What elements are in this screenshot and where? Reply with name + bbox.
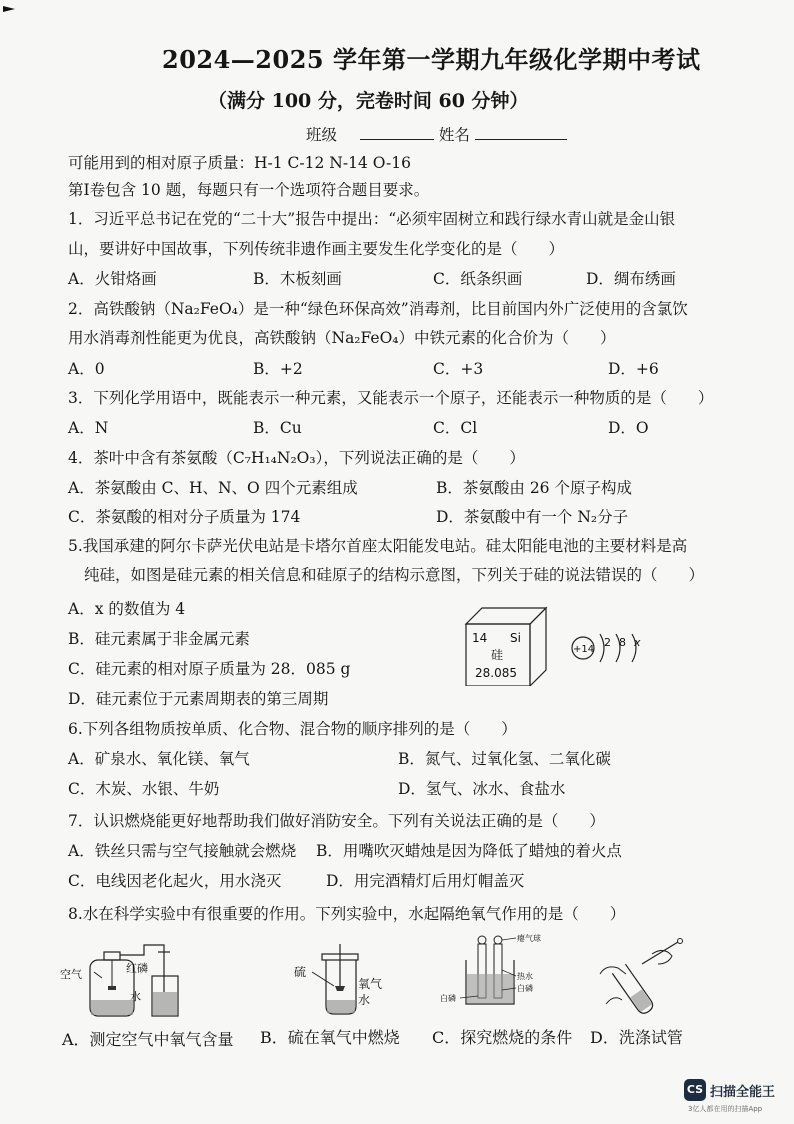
atom-shell-2: 8 bbox=[619, 636, 626, 649]
q1-line2: 山，要讲好中国故事，下列传统非遗作画主要发生化学变化的是（ ） bbox=[68, 240, 565, 258]
atom-nucleus: +14 bbox=[573, 644, 595, 655]
q5-option-a[interactable]: A．x 的数值为 4 bbox=[68, 600, 186, 618]
q5-option-c[interactable]: C．硅元素的相对原子质量为 28．085 g bbox=[68, 660, 351, 678]
q3-option-b[interactable]: B．Cu bbox=[253, 419, 302, 437]
scan-corner-mark bbox=[3, 6, 15, 12]
q1-option-c[interactable]: C．纸条织画 bbox=[433, 270, 523, 288]
q2-line1: 2．高铁酸钠（Na₂FeO₄）是一种“绿色环保高效”消毒剂，比目前国内外广泛使用的含氯饮 bbox=[68, 300, 688, 318]
exam-title: 2024—2025 学年第一学期九年级化学期中考试 bbox=[162, 45, 701, 74]
atomic-masses: 可能用到的相对原子质量：H-1 C-12 N-14 O-16 bbox=[68, 154, 411, 172]
figure-b-sulfur-oxygen bbox=[288, 942, 388, 1022]
q4-option-b[interactable]: B．茶氨酸由 26 个原子构成 bbox=[436, 479, 632, 497]
element-mass: 28.085 bbox=[475, 666, 517, 680]
q1-option-a[interactable]: A．火钳烙画 bbox=[68, 270, 157, 288]
fig-a-red-phosphorus-label: 红磷 bbox=[126, 962, 148, 975]
q7-option-a[interactable]: A．铁丝只需与空气接触就会燃烧 bbox=[68, 842, 297, 860]
q2-option-d[interactable]: D．+6 bbox=[608, 360, 659, 378]
atom-shell-3: x bbox=[634, 636, 641, 649]
exam-subtitle: （满分 100 分，完卷时间 60 分钟） bbox=[208, 90, 529, 112]
q4-option-a[interactable]: A．茶氨酸由 C、H、N、O 四个元素组成 bbox=[68, 479, 358, 497]
q2-line2: 用水消毒剂性能更为优良，高铁酸钠（Na₂FeO₄）中铁元素的化合价为（ ） bbox=[68, 329, 616, 347]
fig-b-water-label: 水 bbox=[358, 993, 371, 1007]
figure-a-oxygen-content bbox=[60, 942, 190, 1022]
q3-option-c[interactable]: C．Cl bbox=[433, 419, 478, 437]
q5-line2: 纯硅，如图是硅元素的相关信息和硅原子的结构示意图，下列关于硅的说法错误的（ ） bbox=[84, 566, 705, 584]
q2-option-c[interactable]: C．+3 bbox=[433, 360, 484, 378]
q7-option-d[interactable]: D．用完酒精灯后用灯帽盖灭 bbox=[326, 872, 525, 890]
q3-line1: 3．下列化学用语中，既能表示一种元素，又能表示一个原子，还能表示一种物质的是（ ） bbox=[68, 389, 714, 407]
q3-option-d[interactable]: D．O bbox=[608, 419, 649, 437]
q8-option-a[interactable]: A．测定空气中氧气含量 bbox=[62, 1030, 234, 1049]
element-name: 硅 bbox=[491, 648, 504, 662]
q8-option-d[interactable]: D．洗涤试管 bbox=[590, 1028, 683, 1047]
q6-option-c[interactable]: C．木炭、水银、牛奶 bbox=[68, 780, 220, 798]
q8-option-c[interactable]: C．探究燃烧的条件 bbox=[432, 1028, 573, 1047]
element-number: 14 bbox=[472, 631, 488, 645]
fig-b-oxygen-label: 氧气 bbox=[358, 977, 383, 991]
q7-option-b[interactable]: B．用嘴吹灭蜡烛是因为降低了蜡烛的着火点 bbox=[316, 842, 622, 860]
fig-b-sulfur-label: 硫 bbox=[294, 965, 307, 979]
silicon-atom-diagram bbox=[568, 628, 664, 672]
fig-c-white-phosphorus-left-label: 白磷 bbox=[440, 994, 456, 1003]
figure-c-combustion-conditions bbox=[440, 930, 550, 1012]
fig-a-water-label: 水 bbox=[130, 990, 141, 1003]
q8-option-b[interactable]: B．硫在氧气中燃烧 bbox=[260, 1028, 400, 1047]
q4-option-c[interactable]: C．茶氨酸的相对分子质量为 174 bbox=[68, 508, 301, 526]
atom-shell-1: 2 bbox=[604, 636, 611, 649]
q6-line1: 6.下列各组物质按单质、化合物、混合物的顺序排列的是（ ） bbox=[68, 720, 517, 738]
class-blank[interactable] bbox=[360, 125, 434, 140]
section-instructions: 第Ⅰ卷包含 10 题，每题只有一个选项符合题目要求。 bbox=[68, 181, 430, 199]
q5-option-d[interactable]: D．硅元素位于元素周期表的第三周期 bbox=[68, 690, 329, 708]
q5-option-b[interactable]: B．硅元素属于非金属元素 bbox=[68, 630, 250, 648]
q6-option-d[interactable]: D．氢气、冰水、食盐水 bbox=[398, 780, 566, 798]
q6-option-b[interactable]: B．氮气、过氧化氢、二氧化碳 bbox=[398, 750, 611, 768]
fig-c-balloon-label: 瘪气球 bbox=[517, 934, 541, 943]
name-label: 姓名 bbox=[438, 126, 470, 144]
camscanner-name: 扫描全能王 bbox=[710, 1085, 776, 1100]
q8-line1: 8.水在科学实验中有很重要的作用。下列实验中，水起隔绝氧气作用的是（ ） bbox=[68, 905, 626, 923]
fig-a-air-label: 空气 bbox=[60, 968, 82, 981]
class-label: 班级 bbox=[306, 126, 338, 144]
camscanner-logo-icon: CS bbox=[684, 1079, 706, 1101]
figure-d-washing-test-tube bbox=[592, 934, 692, 1020]
silicon-element-cell bbox=[460, 604, 552, 686]
q2-option-b[interactable]: B．+2 bbox=[253, 360, 303, 378]
q1-option-d[interactable]: D．绸布绣画 bbox=[586, 270, 676, 288]
student-info-row bbox=[306, 123, 567, 145]
q7-option-c[interactable]: C．电线因老化起火，用水浇灭 bbox=[68, 872, 282, 890]
q2-option-a[interactable]: A．0 bbox=[68, 360, 105, 378]
q6-option-a[interactable]: A．矿泉水、氧化镁、氧气 bbox=[68, 750, 250, 768]
q1-option-b[interactable]: B．木板刻画 bbox=[253, 270, 342, 288]
camscanner-tagline: 3亿人都在用的扫描App bbox=[688, 1105, 763, 1113]
fig-c-hot-water-label: 热水 bbox=[517, 972, 533, 981]
q4-option-d[interactable]: D．茶氨酸中有一个 N₂分子 bbox=[436, 508, 629, 526]
q4-line1: 4．茶叶中含有茶氨酸（C₇H₁₄N₂O₃），下列说法正确的是（ ） bbox=[68, 449, 525, 467]
element-symbol: Si bbox=[510, 631, 521, 645]
q1-line1: 1．习近平总书记在党的“二十大”报告中提出：“必须牢固树立和践行绿水青山就是金山银 bbox=[68, 210, 676, 228]
fig-c-white-phosphorus-right-label: 白磷 bbox=[517, 984, 533, 993]
q5-line1: 5.我国承建的阿尔卡萨光伏电站是卡塔尔首座太阳能发电站。硅太阳能电池的主要材料是高 bbox=[68, 537, 688, 555]
q3-option-a[interactable]: A．N bbox=[68, 419, 109, 437]
q7-line1: 7．认识燃烧能更好地帮助我们做好消防安全。下列有关说法正确的是（ ） bbox=[68, 812, 605, 830]
name-blank[interactable] bbox=[475, 125, 567, 140]
